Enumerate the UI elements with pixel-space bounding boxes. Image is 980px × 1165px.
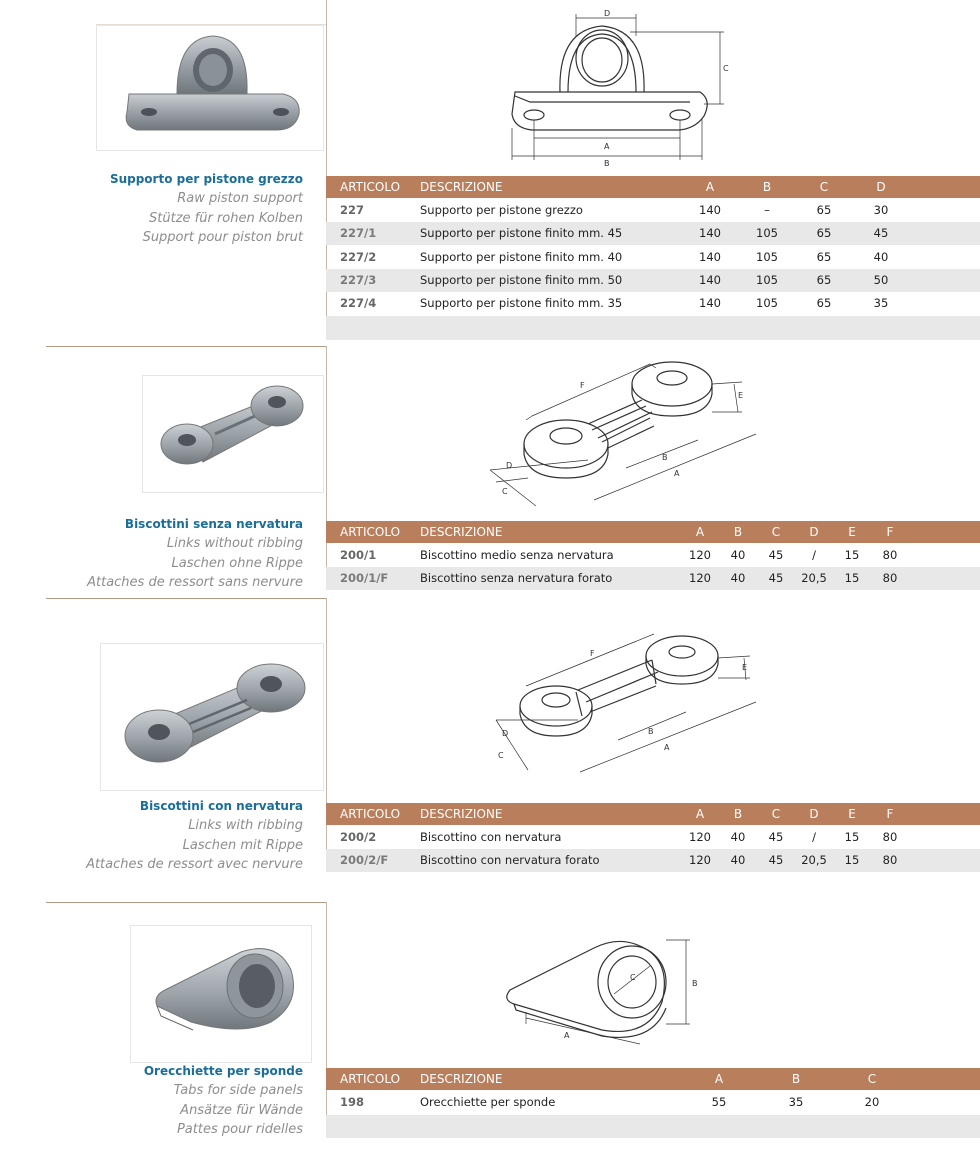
section-title-en: Links with ribbing [188,818,303,833]
dim-label-f: F [590,649,595,658]
section-title-fr: Attaches de ressort avec nervure [86,857,303,872]
col-a: A [705,180,715,194]
dim-label-c: C [498,751,504,760]
col-articolo: ARTICOLO [340,180,401,194]
section-title-en: Links without ribbing [166,536,303,551]
col-d: D [876,180,886,194]
section-title-it: Biscottini senza nervatura [124,517,303,531]
section-title-it: Biscottini con nervatura [139,799,303,813]
product-photo-links-without-ribbing [142,375,324,493]
dim-label-b: B [648,727,654,736]
dim-label-a: A [604,142,610,151]
dim-label-c: C [723,64,729,73]
table-row: 227/1 Supporto per pistone finito mm. 45 140 105 65 45 [326,222,980,245]
table-row: 198 Orecchiette per sponde 55 35 20 [340,1095,880,1109]
product-photo-piston-support [96,25,324,151]
table-footer [326,316,980,340]
technical-drawing-links-with-ribbing [486,630,766,780]
section-title-en: Tabs for side panels [173,1083,303,1098]
section-title-de: Laschen mit Rippe [182,837,303,853]
table-header-piston-support [326,176,980,198]
section-title-de: Ansätze für Wände [180,1102,303,1118]
product-photo-links-with-ribbing [100,643,324,791]
dim-label-c: C [630,973,636,982]
technical-drawing-piston-support [490,6,750,170]
section-title-de: Laschen ohne Rippe [171,555,303,571]
table-header-links-without-ribbing: ARTICOLO DESCRIZIONE A B C D E F [326,521,980,543]
section-title-fr: Attaches de ressort sans nervure [87,575,303,590]
technical-drawing-links-without-ribbing [476,360,766,510]
dim-label-f: F [580,381,585,390]
table-row: 200/2 Biscottino con nervatura 120 40 45 / 15 80 [340,830,898,844]
table-footer [326,1115,980,1138]
col-b: B [762,180,772,194]
dim-label-a: A [564,1031,570,1040]
dim-label-e: E [742,663,748,672]
table-row: 200/1 Biscottino medio senza nervatura 120 40 45 / 15 80 [340,548,898,562]
section-title-fr: Pattes pour ridelles [176,1122,303,1137]
section-title-it: Orecchiette per sponde [143,1064,303,1078]
product-photo-tabs-side-panels [130,925,312,1063]
dim-label-b: B [692,979,698,988]
section-title-it: Supporto per pistone grezzo [109,172,303,186]
table-row: 200/1/F Biscottino senza nervatura forato 120 40 45 20,5 15 80 [326,567,980,590]
dim-label-c: C [502,487,508,496]
dim-label-e: E [738,391,744,400]
dim-label-d: D [604,9,611,18]
table-header-links-with-ribbing: ARTICOLO DESCRIZIONE A B C D E F [326,803,980,825]
col-c: C [819,180,829,194]
dim-label-a: A [664,743,670,752]
section-title-en: Raw piston support [177,191,303,206]
table-header-tabs-side-panels: ARTICOLO DESCRIZIONE A B C [326,1068,980,1090]
technical-drawing-tabs-side-panels [490,930,710,1048]
dim-label-a: A [674,469,680,478]
dim-label-d: D [502,729,509,738]
table-row: 200/2/F Biscottino con nervatura forato 120 40 45 20,5 15 80 [326,849,980,872]
section-title-fr: Support pour piston brut [142,230,303,245]
dim-label-b: B [604,159,610,168]
section-title-de: Stütze für rohen Kolben [149,210,303,226]
dim-label-d: D [506,461,513,470]
table-row: 227 Supporto per pistone grezzo 140 – 65 30 [340,203,889,217]
col-descrizione: DESCRIZIONE [420,180,503,194]
dim-label-b: B [662,453,668,462]
table-row: 227/3 Supporto per pistone finito mm. 50 140 105 65 50 [326,269,980,292]
table-row: 227/4 Supporto per pistone finito mm. 35 140 105 65 35 [340,296,889,310]
table-row: 227/2 Supporto per pistone finito mm. 40 140 105 65 40 [340,250,889,264]
